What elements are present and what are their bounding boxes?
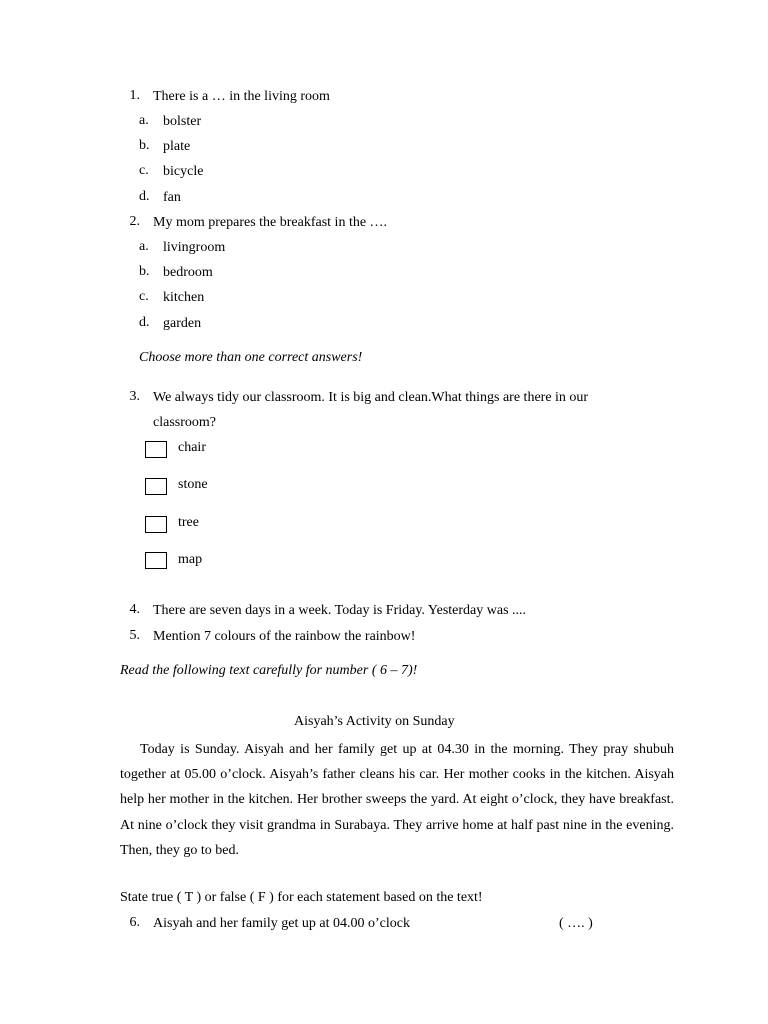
checkbox-chair-label: chair bbox=[178, 440, 206, 455]
passage-body bbox=[120, 737, 674, 863]
checkbox-tree-label: tree bbox=[178, 515, 199, 530]
q1-option-c-letter: c. bbox=[139, 163, 149, 178]
q1-option-b: plate bbox=[163, 139, 191, 154]
question-3-number: 3. bbox=[129, 389, 140, 404]
checkbox-chair[interactable] bbox=[145, 441, 167, 458]
question-1-text: There is a … in the living room bbox=[153, 89, 330, 104]
checkbox-stone-label: stone bbox=[178, 477, 208, 492]
question-3-text-line2: classroom? bbox=[153, 415, 216, 430]
q2-option-a-letter: a. bbox=[139, 239, 149, 254]
question-5-number: 5. bbox=[129, 628, 140, 643]
passage-title: Aisyah’s Activity on Sunday bbox=[294, 714, 455, 729]
question-3-text-line1: We always tidy our classroom. It is big and clean.What things are there in our bbox=[153, 390, 589, 405]
q2-option-c-letter: c. bbox=[139, 289, 149, 304]
question-1-number: 1. bbox=[129, 88, 140, 103]
q2-option-d-letter: d. bbox=[139, 315, 150, 330]
q1-option-a-letter: a. bbox=[139, 113, 149, 128]
checkbox-stone[interactable] bbox=[145, 478, 167, 495]
question-6-text: Aisyah and her family get up at 04.00 o’clock bbox=[153, 916, 410, 931]
question-6-answer-blank[interactable]: ( …. ) bbox=[559, 916, 593, 931]
checkbox-tree[interactable] bbox=[145, 516, 167, 533]
question-6-number: 6. bbox=[129, 915, 140, 930]
question-5-text: Mention 7 colours of the rainbow the rainbow! bbox=[153, 629, 416, 644]
question-2-text: My mom prepares the breakfast in the …. bbox=[153, 215, 388, 230]
q1-option-d: fan bbox=[163, 190, 181, 205]
q2-option-a: livingroom bbox=[163, 240, 226, 255]
question-4-text: There are seven days in a week. Today is Friday. Yesterday was .... bbox=[153, 603, 527, 618]
checkbox-map-label: map bbox=[178, 552, 203, 567]
question-4-number: 4. bbox=[129, 602, 140, 617]
q1-option-b-letter: b. bbox=[139, 138, 150, 153]
q1-option-a: bolster bbox=[163, 114, 202, 129]
q2-option-b-letter: b. bbox=[139, 264, 150, 279]
question-2-number: 2. bbox=[129, 214, 140, 229]
true-false-instruction: State true ( T ) or false ( F ) for each statement based on the text! bbox=[120, 890, 483, 905]
q2-option-c: kitchen bbox=[163, 290, 205, 305]
multi-answer-instruction: Choose more than one correct answers! bbox=[139, 350, 363, 365]
q2-option-b: bedroom bbox=[163, 265, 213, 280]
q1-option-d-letter: d. bbox=[139, 189, 150, 204]
reading-instruction: Read the following text carefully for number ( 6 – 7)! bbox=[120, 663, 418, 678]
checkbox-map[interactable] bbox=[145, 552, 167, 569]
q1-option-c: bicycle bbox=[163, 164, 204, 179]
passage-body-text: Today is Sunday. Aisyah and her family get up at 04.30 in the morning. They pray shubuh together at 05.00 o’clock. Aisyah’s father cleans his car. Her mother cooks in the kitchen. Aisyah help her mother in the kitchen. Her brother sweeps the yard. At eight o’clock, they have breakfast. At nine o’clock they visit grandma in Surabaya. They arrive home at half past nine in the evening. Then, they go to bed. bbox=[120, 742, 674, 858]
q2-option-d: garden bbox=[163, 316, 202, 331]
